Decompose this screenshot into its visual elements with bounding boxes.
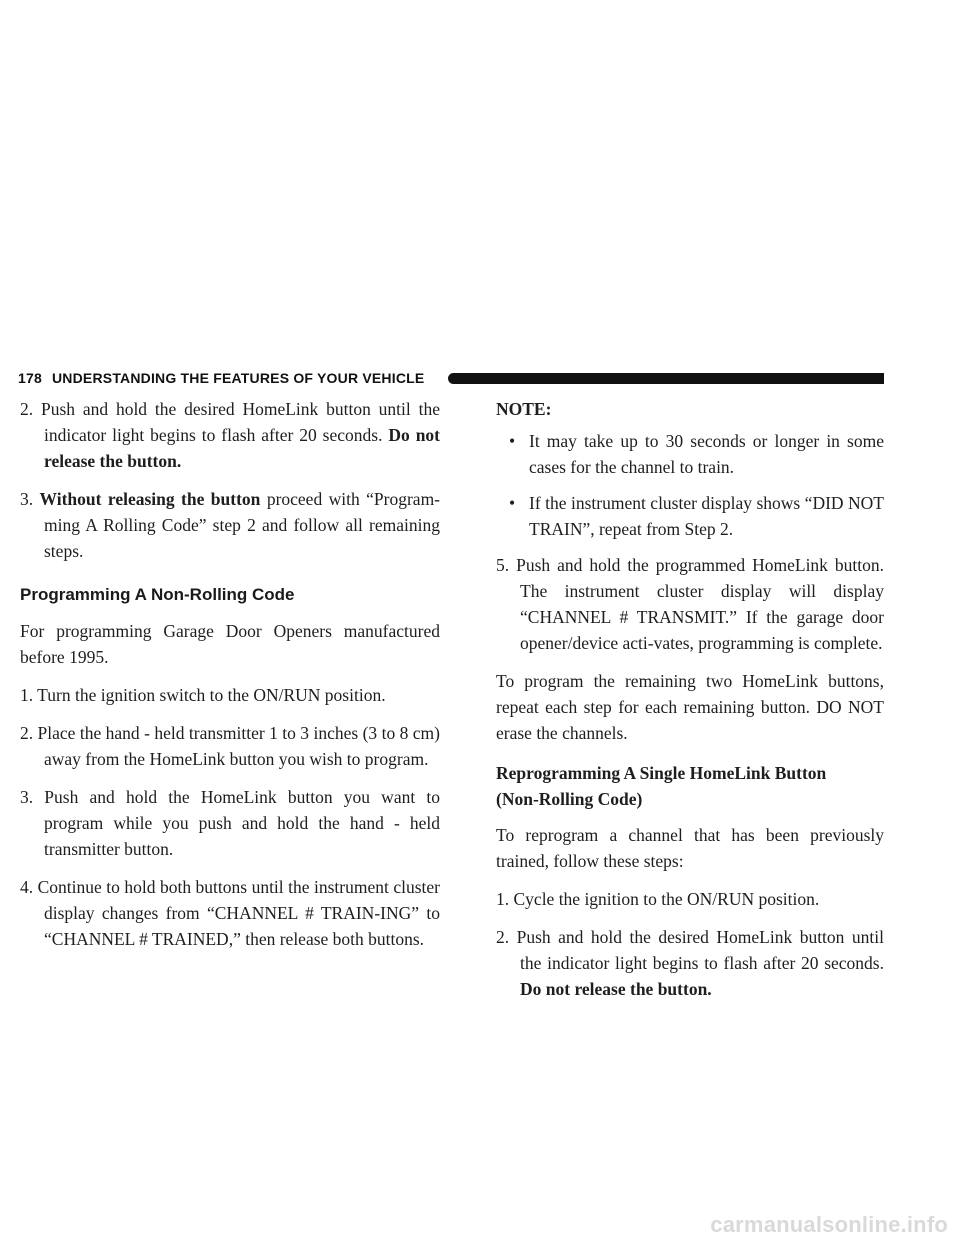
intro-paragraph: For programming Garage Door Openers manufactured before 1995. [20, 621, 440, 667]
note-bullet-2 [496, 490, 884, 542]
page-header [18, 367, 884, 389]
step-2-warning: Do not release the button. [44, 425, 441, 471]
step-2-text: 2. Push and hold the desired HomeLink button until the indicator light begins to flash after 20 seconds. [20, 399, 440, 445]
reprogram-intro: To reprogram a channel that has been previously trained, follow these steps: [496, 825, 884, 871]
reprogram-step-2-warning: Do not release the button. [520, 979, 712, 999]
non-rolling-step-2: 2. Place the hand - held transmitter 1 to 3 inches (3 to 8 cm) away from the HomeLink button you wish to program. [20, 723, 440, 769]
note-bullet-text: It may take up to 30 seconds or longer in some cases for the channel to train. [529, 431, 884, 477]
subheading-line-1: Reprogramming A Single HomeLink Button [496, 763, 827, 783]
non-rolling-step-3: 3. Push and hold the HomeLink button you want to program while you push and hold the hand - held transmitter button. [20, 787, 440, 859]
bullet-icon: • [509, 493, 516, 513]
left-column [20, 396, 440, 964]
non-rolling-step-4: 4. Continue to hold both buttons until the instrument cluster display changes from “CHANNEL # TRAIN-ING” to “CHANNEL # TRAINED,” then release both buttons. [20, 877, 440, 949]
note-bullet-1 [496, 428, 884, 480]
page-number: 178 [18, 370, 42, 386]
non-rolling-step-1: 1. Turn the ignition switch to the ON/RUN position. [20, 685, 386, 705]
section-title: UNDERSTANDING THE FEATURES OF YOUR VEHICLE [52, 370, 425, 386]
bullet-icon: • [509, 431, 516, 451]
subheading-line-2: (Non-Rolling Code) [496, 789, 643, 809]
step-3-text: proceed with “Program-ming A Rolling Code” step 2 and follow all remaining steps. [44, 489, 441, 561]
note-label: NOTE: [496, 399, 552, 419]
reprogramming-subheading [496, 760, 884, 812]
step-3-rolling [20, 486, 440, 564]
reprogram-step-1: 1. Cycle the ignition to the ON/RUN position. [496, 889, 820, 909]
right-column [496, 396, 884, 1014]
step-3-bold: Without releasing the button [39, 489, 261, 509]
section-heading-non-rolling: Programming A Non-Rolling Code [20, 585, 295, 604]
step-2-rolling [20, 396, 440, 474]
step-3-number: 3. [20, 489, 40, 509]
reprogram-step-2-text: 2. Push and hold the desired HomeLink button until the indicator light begins to flash after 20 seconds. [496, 927, 884, 973]
remaining-buttons-paragraph: To program the remaining two HomeLink buttons, repeat each step for each remaining button. DO NOT erase the channels. [496, 671, 884, 743]
watermark: carmanualsonline.info [710, 1212, 948, 1237]
reprogram-step-2 [496, 924, 884, 1002]
non-rolling-step-5: 5. Push and hold the programmed HomeLink button. The instrument cluster display will display “CHANNEL # TRANSMIT.” If the garage door opener/device acti-vates, programming is complete. [496, 555, 884, 653]
header-rule [448, 373, 884, 384]
note-bullet-text: If the instrument cluster display shows “DID NOT TRAIN”, repeat from Step 2. [529, 493, 884, 539]
